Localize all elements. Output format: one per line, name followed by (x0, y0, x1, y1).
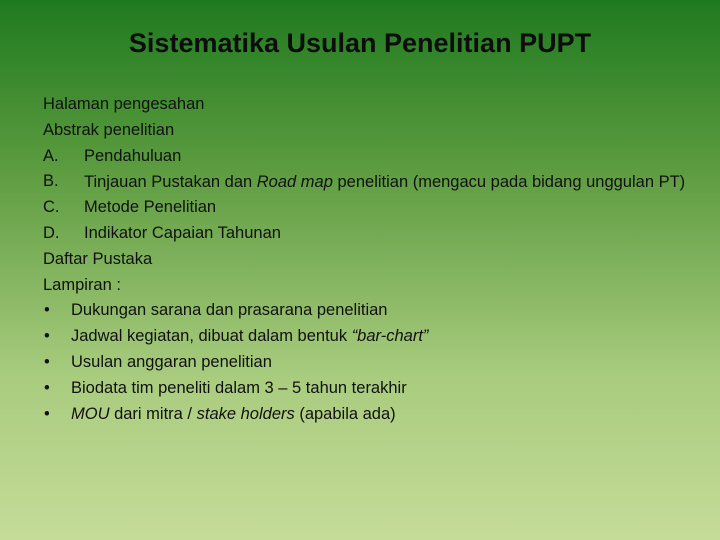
list-marker-d: D. (43, 223, 60, 242)
item-a-text: Pendahuluan (84, 146, 182, 165)
list-marker-b: B. (43, 172, 59, 191)
bullet-item-mou (43, 402, 703, 428)
bullet-text-italic-mou: MOU (71, 404, 110, 423)
bullet-marker: • (44, 301, 50, 320)
item-daftar-pustaka: Daftar Pustaka (43, 249, 153, 268)
bullet-marker: • (44, 378, 50, 397)
item-lampiran: Lampiran : (43, 275, 121, 294)
bullet-text-plain: dari mitra / (109, 404, 197, 423)
bullet-item-jadwal (43, 324, 703, 350)
bullet-marker: • (44, 404, 50, 423)
bullet-text-italic: “bar-chart” (351, 327, 429, 346)
list-marker-c: C. (43, 198, 60, 217)
item-d-text: Indikator Capaian Tahunan (84, 223, 281, 242)
bullet-text (71, 324, 428, 350)
item-b-text-italic: Road map (256, 173, 333, 192)
bullet-text-plain-end: (apabila ada) (294, 404, 396, 423)
item-c-metode (43, 195, 703, 221)
bullet-item-biodata (43, 376, 703, 402)
item-d-indikator (43, 221, 703, 247)
item-b-text-part1: Tinjauan Pustakan dan (84, 173, 257, 192)
bullet-item-anggaran (43, 350, 703, 376)
item-a-pendahuluan (43, 144, 703, 170)
slide-content (43, 92, 703, 427)
item-halaman-pengesahan: Halaman pengesahan (43, 95, 205, 113)
bullet-marker: • (44, 327, 50, 346)
item-b-text (84, 169, 685, 195)
slide-title: Sistematika Usulan Penelitian PUPT (128, 28, 592, 58)
bullet-text-plain: Jadwal kegiatan, dibuat dalam bentuk (71, 327, 352, 346)
list-marker-a: A. (43, 146, 59, 165)
bullet-text-italic-stakeholders: stake holders (196, 404, 295, 423)
item-c-text: Metode Penelitian (84, 198, 217, 217)
bullet-text: Biodata tim peneliti dalam 3 – 5 tahun terakhir (71, 378, 407, 397)
bullet-text: Usulan anggaran penelitian (71, 352, 272, 371)
item-b-tinjauan-pustaka (43, 169, 703, 195)
bullet-text: Dukungan sarana dan prasarana penelitian (71, 301, 388, 320)
item-b-text-part2: penelitian (mengacu pada bidang unggulan PT) (332, 173, 686, 192)
bullet-marker: • (44, 352, 50, 371)
bullet-text (71, 402, 396, 428)
item-abstrak-penelitian: Abstrak penelitian (43, 120, 175, 139)
bullet-item-dukungan (43, 298, 703, 324)
